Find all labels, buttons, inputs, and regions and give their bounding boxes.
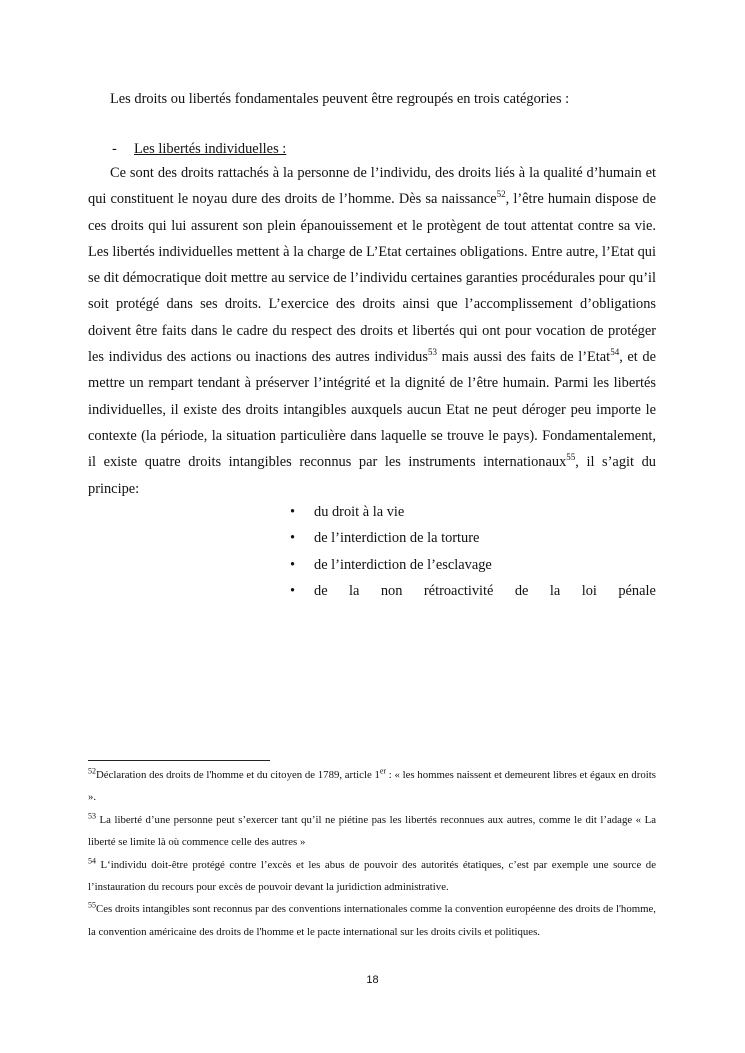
footnote-text: Ces droits intangibles sont reconnus par des conventions internationales comme la convention européenne des droits de l'homme, la convention américaine des droits de l'homme et le pacte international sur les droits civils et politiques.: [88, 903, 656, 938]
footnote-text: L‘individu doit-être protégé contre l’excès et les abus de pouvoir des autorités étatiques, c’est par exemple une source de l’instauration du recours pour excès de pouvoir devant la juridiction administrative.: [88, 858, 656, 894]
paragraph-part-1: Ce sont des droits rattachés à la personne de l’individu, des droits liés à la qualité d’humain et qui constituent le noyau dure des droits de l’homme. Dès sa naissance: [88, 165, 656, 208]
bullet-icon: •: [290, 504, 296, 520]
paragraph-text: [88, 160, 656, 502]
page-number: 18: [366, 974, 379, 986]
footnote-ref-54: 54: [610, 347, 620, 358]
paragraph-part-3: mais aussi des faits de l’Etat: [436, 349, 611, 366]
word: loi: [581, 582, 597, 599]
intro-sentence: Les droits ou libertés fondamentales peuvent être regroupés en trois catégories :: [110, 91, 570, 107]
list-item: [290, 581, 656, 607]
footnote-ref-53: 53: [427, 347, 437, 358]
bullet-icon: •: [290, 530, 296, 547]
paragraph-part-2: , l’être humain dispose de ces droits qui lui assurent son plein épanouissement et le protègent de tout attentat contre sa vie. Les libertés individuelles mettent à la charge de L’Etat certaines obligations. Entre autre, l’Etat qui se dit démocratique doit mettre au service de l’individu certaines garanties procédurales pour qu’il soit protégé dans ses droits. L’exercice des droits ainsi que l’accomplissement d’obligations doivent être faits dans le cadre du respect des droits et libertés qui ont pour vocation de protéger les individus des actions ou inactions des autres individus: [88, 191, 657, 366]
word: la: [349, 582, 360, 599]
paragraph-part-4: , et de mettre un rempart tendant à préserver l’intégrité et la dignité de l’être humain. Parmi les libertés individuelles, il existe des droits intangibles auxquels aucun Etat ne peut déroger peu importe le contexte (la période, la situation particulière dans laquelle se trouve le pays). Fondamentalement, il existe quatre droits intangibles reconnus par les instruments internationaux: [88, 349, 657, 471]
paragraph-part-5: , il s’agit du principe:: [88, 454, 656, 497]
footnote-superscript: er: [379, 766, 387, 776]
footnote-text: La liberté d’une personne peut s’exercer tant qu’il ne piétine pas les libertés reconnues aux autres, comme le dit l’adage « La liberté se limite là où commence celle des autres »: [88, 813, 656, 849]
footnote-text: : « les hommes naissent et demeurent libres et égaux en droits ».: [88, 769, 657, 804]
list-item-text: de l’interdiction de la torture: [314, 530, 480, 547]
main-paragraph: [88, 160, 656, 502]
footnote-number: 54: [88, 856, 96, 866]
list-item: [290, 555, 656, 581]
word: pénale: [618, 582, 656, 599]
footnote-separator: [88, 760, 270, 761]
word: non: [380, 582, 403, 599]
section-heading: [112, 138, 286, 160]
footnote-ref-55: 55: [566, 452, 576, 463]
footnotes: [88, 764, 656, 943]
principles-list: [290, 502, 656, 607]
list-item: [290, 528, 656, 554]
footnote-53: [88, 809, 656, 854]
word: de: [314, 582, 328, 599]
footnote-ref-52: 52: [496, 189, 506, 200]
list-item-text: du droit à la vie: [314, 504, 405, 520]
bullet-icon: •: [290, 582, 296, 599]
footnote-text: Déclaration des droits de l'homme et du citoyen de 1789, article 1: [96, 769, 380, 781]
list-item-text: de l’interdiction de l’esclavage: [314, 556, 492, 573]
footnote-54: [88, 854, 656, 899]
word: de: [514, 582, 529, 599]
footnote-number: 55: [88, 900, 96, 910]
list-item: [290, 502, 656, 528]
bullet-icon: •: [290, 556, 296, 573]
word: rétroactivité: [423, 582, 494, 599]
list-item-text-justified: [314, 581, 656, 601]
footnote-55: [88, 898, 656, 943]
footnote-number: 53: [88, 811, 96, 821]
heading-dash: -: [112, 141, 117, 157]
footnote-52: [88, 764, 656, 809]
word: la: [549, 582, 561, 599]
heading-text: Les libertés individuelles :: [134, 141, 287, 157]
footnote-number: 52: [88, 766, 96, 776]
